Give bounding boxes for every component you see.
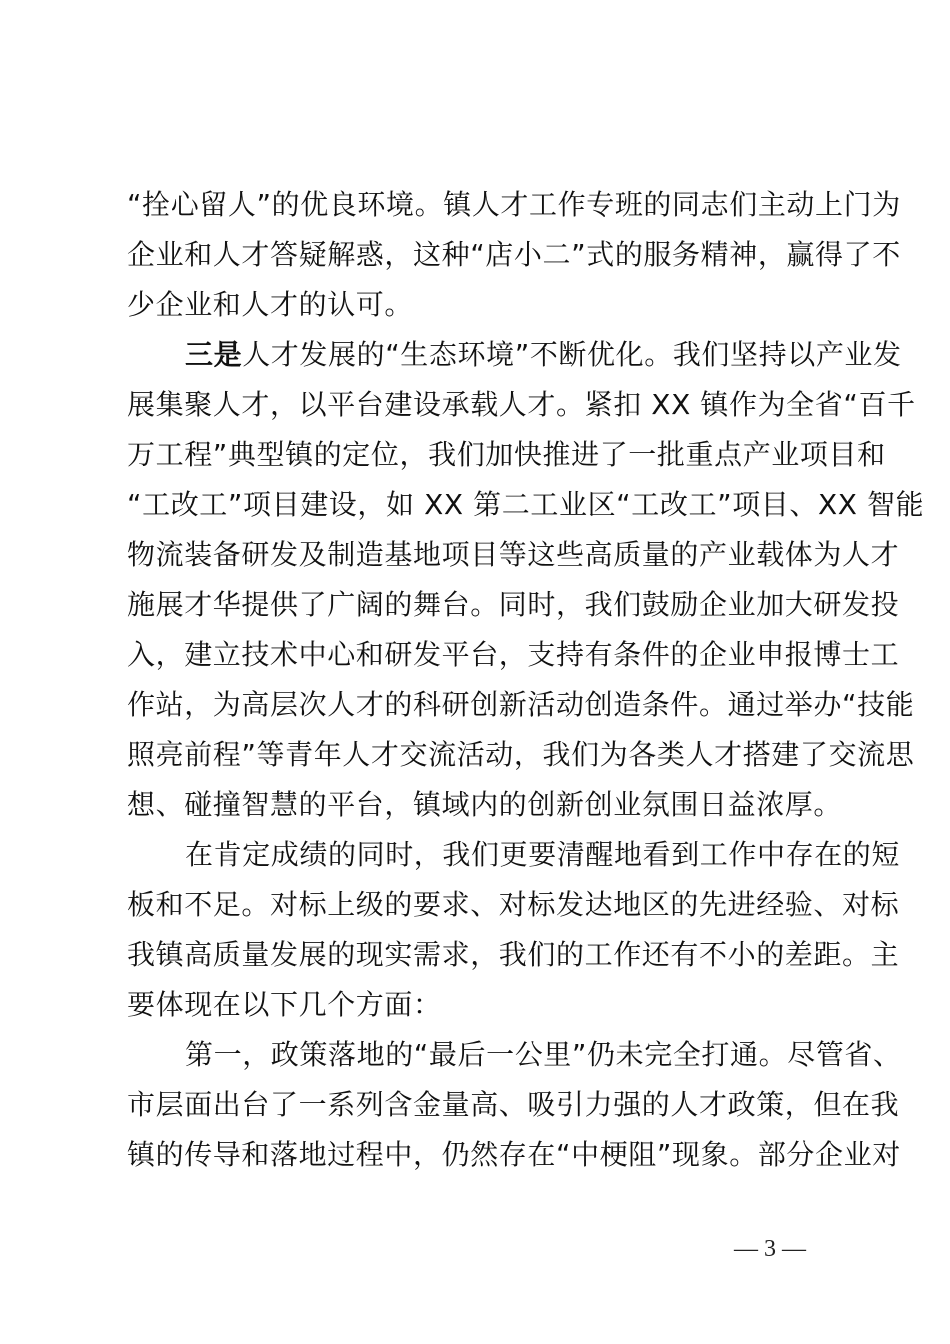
body-text: [127, 180, 925, 1180]
text-line: 施展才华提供了广阔的舞台。同时，我们鼓励企业加大研发投: [127, 588, 900, 621]
text-line: 企业和人才答疑解惑，这种“店小二”式的服务精神，赢得了不: [127, 238, 901, 271]
text-line: 物流装备研发及制造基地项目等这些高质量的产业载体为人才: [127, 538, 900, 571]
text-line: 要体现在以下几个方面：: [127, 988, 442, 1021]
paragraph-first-issue: [127, 1030, 902, 1180]
text-line: “拴心留人”的优良环境。镇人才工作专班的同志们主动上门为: [127, 188, 901, 221]
text-line: 入，建立技术中心和研发平台，支持有条件的企业申报博士工: [127, 638, 900, 671]
text-line: “工改工”项目建设，如 XX 第二工业区“工改工”项目、XX 智能: [127, 488, 925, 521]
paragraph-third-point: [127, 330, 925, 830]
text-line: 市层面出台了一系列含金量高、吸引力强的人才政策，但在我: [127, 1088, 900, 1121]
text-line: 镇的传导和落地过程中，仍然存在“中梗阻”现象。部分企业对: [127, 1138, 901, 1171]
text-line: 想、碰撞智慧的平台，镇域内的创新创业氛围日益浓厚。: [127, 788, 843, 821]
paragraph-lead: 三是: [185, 338, 243, 371]
text-line: 照亮前程”等青年人才交流活动，我们为各类人才搭建了交流思: [127, 738, 915, 771]
text-line: 万工程”典型镇的定位，我们加快推进了一批重点产业项目和: [127, 438, 886, 471]
text-line: [127, 330, 902, 380]
paragraph-continuation: [127, 180, 901, 330]
text-line: 在肯定成绩的同时，我们更要清醒地看到工作中存在的短: [185, 838, 901, 871]
paragraph-shortcomings: [127, 830, 901, 1030]
text-line: 第一，政策落地的“最后一公里”仍未完全打通。尽管省、: [185, 1038, 902, 1071]
text-line: 作站，为高层次人才的科研创新活动创造条件。通过举办“技能: [127, 688, 915, 721]
text-line-rest: 人才发展的“生态环境”不断优化。我们坚持以产业发: [242, 338, 902, 371]
text-line: 少企业和人才的认可。: [127, 288, 414, 321]
text-line: 我镇高质量发展的现实需求，我们的工作还有不小的差距。主: [127, 938, 900, 971]
text-line: 板和不足。对标上级的要求、对标发达地区的先进经验、对标: [127, 888, 900, 921]
page-number: — 3 —: [734, 1236, 806, 1262]
text-line: 展集聚人才，以平台建设承载人才。紧扣 XX 镇作为全省“百千: [127, 388, 916, 421]
